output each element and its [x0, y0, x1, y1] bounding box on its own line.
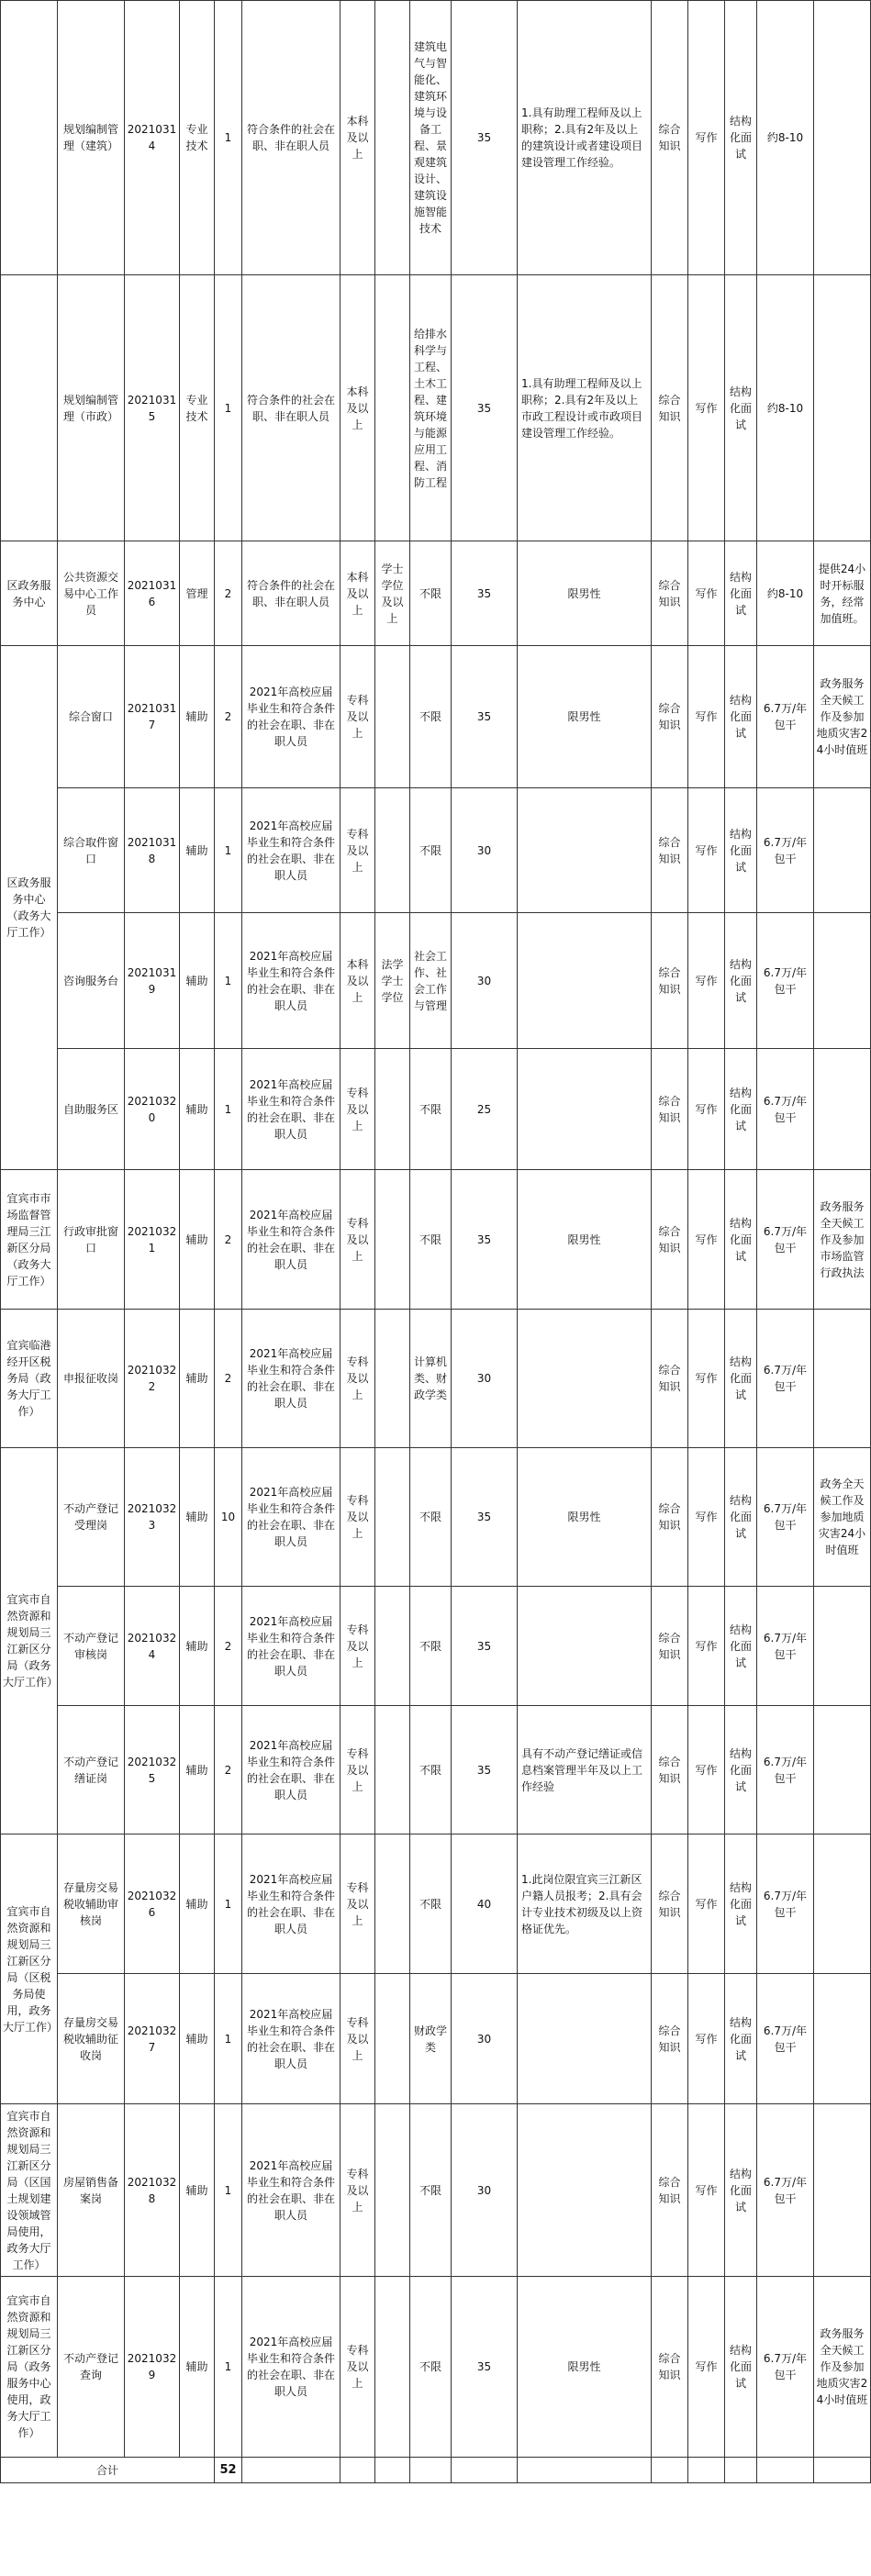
other-conditions [518, 1587, 652, 1706]
major: 不限 [410, 1587, 452, 1706]
written-exam-subject: 综合知识 [652, 1587, 688, 1706]
degree [375, 1834, 410, 1974]
remarks: 政务服务全天候工作及参加地质灾害24小时值班 [814, 646, 871, 788]
target-applicants: 2021年高校应届毕业生和符合条件的社会在职、非在职人员 [242, 646, 341, 788]
degree: 法学学士学位 [375, 913, 410, 1049]
degree [375, 1706, 410, 1834]
major: 不限 [410, 1049, 452, 1170]
major: 给排水科学与工程、土木工程、建筑环境与能源应用工程、消防工程 [410, 275, 452, 541]
position-category: 辅助 [180, 1974, 215, 2104]
target-applicants: 符合条件的社会在职、非在职人员 [242, 1, 341, 275]
table-row [1, 541, 871, 646]
position-code: 20210328 [125, 2104, 180, 2277]
education: 专科及以上 [341, 1170, 375, 1310]
other-conditions: 1.具有助理工程师及以上职称；2.具有2年及以上的建筑设计或者建设项目建设管理工作经验。 [518, 1, 652, 275]
written-exam-writing: 写作 [688, 646, 725, 788]
education: 专科及以上 [341, 2277, 375, 2458]
position-category: 辅助 [180, 1706, 215, 1834]
other-conditions: 限男性 [518, 1448, 652, 1587]
remarks [814, 275, 871, 541]
written-exam-subject: 综合知识 [652, 646, 688, 788]
table-row [1, 1049, 871, 1170]
age-limit: 30 [452, 1310, 518, 1448]
position-name: 自助服务区 [58, 1049, 125, 1170]
position-code: 20210323 [125, 1448, 180, 1587]
age-limit: 30 [452, 2104, 518, 2277]
empty-cell [757, 2458, 814, 2483]
dept-cell: 区政务服务中心 [1, 541, 58, 646]
target-applicants: 2021年高校应届毕业生和符合条件的社会在职、非在职人员 [242, 1049, 341, 1170]
target-applicants: 2021年高校应届毕业生和符合条件的社会在职、非在职人员 [242, 913, 341, 1049]
position-category: 管理 [180, 541, 215, 646]
other-conditions: 限男性 [518, 646, 652, 788]
written-exam-writing: 写作 [688, 913, 725, 1049]
interview-type: 结构化面试 [725, 788, 757, 913]
written-exam-subject: 综合知识 [652, 1049, 688, 1170]
table-row [1, 1448, 871, 1587]
empty-cell [814, 2458, 871, 2483]
education: 专科及以上 [341, 2104, 375, 2277]
remarks [814, 1587, 871, 1706]
position-category: 专业技术 [180, 275, 215, 541]
position-name: 存量房交易税收辅助征收岗 [58, 1974, 125, 2104]
written-exam-writing: 写作 [688, 2277, 725, 2458]
other-conditions [518, 1310, 652, 1448]
hire-count: 2 [215, 541, 242, 646]
age-limit: 30 [452, 788, 518, 913]
other-conditions [518, 2104, 652, 2277]
position-category: 专业技术 [180, 1, 215, 275]
position-code: 20210319 [125, 913, 180, 1049]
other-conditions [518, 788, 652, 913]
interview-type: 结构化面试 [725, 646, 757, 788]
position-category: 辅助 [180, 2104, 215, 2277]
degree [375, 788, 410, 913]
other-conditions [518, 1974, 652, 2104]
dept-cell [1, 1, 58, 275]
empty-cell [688, 2458, 725, 2483]
written-exam-subject: 综合知识 [652, 2277, 688, 2458]
position-category: 辅助 [180, 1587, 215, 1706]
target-applicants: 2021年高校应届毕业生和符合条件的社会在职、非在职人员 [242, 1587, 341, 1706]
other-conditions: 具有不动产登记缮证或信息档案管理半年及以上工作经验 [518, 1706, 652, 1834]
position-code: 20210315 [125, 275, 180, 541]
age-limit: 35 [452, 1587, 518, 1706]
other-conditions: 1.此岗位限宜宾三江新区户籍人员报考；2.具有会计专业技术初级及以上资格证优先。 [518, 1834, 652, 1974]
position-code: 20210324 [125, 1587, 180, 1706]
dept-cell: 宜宾市自然资源和规划局三江新区分局（政务服务中心使用，政务大厅工作） [1, 2277, 58, 2458]
salary: 6.7万/年包干 [757, 1049, 814, 1170]
position-category: 辅助 [180, 1049, 215, 1170]
hire-count: 2 [215, 1170, 242, 1310]
education: 专科及以上 [341, 1310, 375, 1448]
degree [375, 2104, 410, 2277]
remarks: 政务服务全天候工作及参加市场监管行政执法 [814, 1170, 871, 1310]
written-exam-subject: 综合知识 [652, 1448, 688, 1587]
remarks [814, 1706, 871, 1834]
position-code: 20210321 [125, 1170, 180, 1310]
hire-count: 1 [215, 1049, 242, 1170]
age-limit: 35 [452, 1170, 518, 1310]
target-applicants: 2021年高校应届毕业生和符合条件的社会在职、非在职人员 [242, 1834, 341, 1974]
age-limit: 35 [452, 1, 518, 275]
age-limit: 35 [452, 2277, 518, 2458]
hire-count: 1 [215, 788, 242, 913]
remarks [814, 1834, 871, 1974]
position-code: 20210326 [125, 1834, 180, 1974]
position-code: 20210318 [125, 788, 180, 913]
other-conditions: 限男性 [518, 541, 652, 646]
major: 不限 [410, 2104, 452, 2277]
position-name: 房屋销售备案岗 [58, 2104, 125, 2277]
written-exam-writing: 写作 [688, 275, 725, 541]
position-code: 20210322 [125, 1310, 180, 1448]
degree [375, 1974, 410, 2104]
major: 不限 [410, 541, 452, 646]
written-exam-subject: 综合知识 [652, 1310, 688, 1448]
written-exam-writing: 写作 [688, 2104, 725, 2277]
target-applicants: 2021年高校应届毕业生和符合条件的社会在职、非在职人员 [242, 1448, 341, 1587]
empty-cell [725, 2458, 757, 2483]
major: 不限 [410, 1170, 452, 1310]
written-exam-writing: 写作 [688, 1974, 725, 2104]
position-name: 不动产登记受理岗 [58, 1448, 125, 1587]
position-category: 辅助 [180, 2277, 215, 2458]
target-applicants: 2021年高校应届毕业生和符合条件的社会在职、非在职人员 [242, 1974, 341, 2104]
written-exam-writing: 写作 [688, 541, 725, 646]
hire-count: 1 [215, 1834, 242, 1974]
empty-cell [242, 2458, 341, 2483]
salary: 6.7万/年包干 [757, 1310, 814, 1448]
degree [375, 1, 410, 275]
empty-cell [410, 2458, 452, 2483]
position-name: 行政审批窗口 [58, 1170, 125, 1310]
interview-type: 结构化面试 [725, 1448, 757, 1587]
hire-count: 2 [215, 1706, 242, 1834]
position-code: 20210327 [125, 1974, 180, 2104]
remarks: 提供24小时开标服务，经常加值班。 [814, 541, 871, 646]
position-category: 辅助 [180, 1448, 215, 1587]
degree [375, 1587, 410, 1706]
target-applicants: 2021年高校应届毕业生和符合条件的社会在职、非在职人员 [242, 1310, 341, 1448]
major: 不限 [410, 1706, 452, 1834]
interview-type: 结构化面试 [725, 1049, 757, 1170]
written-exam-subject: 综合知识 [652, 788, 688, 913]
table-row [1, 1, 871, 275]
position-code: 20210329 [125, 2277, 180, 2458]
interview-type: 结构化面试 [725, 541, 757, 646]
salary: 6.7万/年包干 [757, 1834, 814, 1974]
position-name: 不动产登记缮证岗 [58, 1706, 125, 1834]
dept-cell [1, 275, 58, 541]
written-exam-subject: 综合知识 [652, 1974, 688, 2104]
remarks: 政务全天候工作及参加地质灾害24小时值班 [814, 1448, 871, 1587]
education: 专科及以上 [341, 1448, 375, 1587]
salary: 6.7万/年包干 [757, 2277, 814, 2458]
age-limit: 40 [452, 1834, 518, 1974]
salary: 约8-10 [757, 1, 814, 275]
education: 专科及以上 [341, 1587, 375, 1706]
target-applicants: 2021年高校应届毕业生和符合条件的社会在职、非在职人员 [242, 788, 341, 913]
age-limit: 35 [452, 541, 518, 646]
hire-count: 1 [215, 1974, 242, 2104]
total-label: 合计 [1, 2458, 215, 2483]
target-applicants: 2021年高校应届毕业生和符合条件的社会在职、非在职人员 [242, 2104, 341, 2277]
age-limit: 35 [452, 1448, 518, 1587]
written-exam-writing: 写作 [688, 1448, 725, 1587]
major: 不限 [410, 1834, 452, 1974]
hire-count: 10 [215, 1448, 242, 1587]
position-category: 辅助 [180, 788, 215, 913]
dept-cell: 宜宾市自然资源和规划局三江新区分局（政务大厅工作） [1, 1448, 58, 1834]
major: 不限 [410, 788, 452, 913]
table-row [1, 275, 871, 541]
position-name: 咨询服务台 [58, 913, 125, 1049]
education: 本科及以上 [341, 541, 375, 646]
written-exam-subject: 综合知识 [652, 913, 688, 1049]
written-exam-subject: 综合知识 [652, 1170, 688, 1310]
remarks: 政务服务全天候工作及参加地质灾害24小时值班 [814, 2277, 871, 2458]
age-limit: 30 [452, 913, 518, 1049]
education: 专科及以上 [341, 1834, 375, 1974]
position-name: 申报征收岗 [58, 1310, 125, 1448]
interview-type: 结构化面试 [725, 1706, 757, 1834]
education: 本科及以上 [341, 275, 375, 541]
education: 本科及以上 [341, 913, 375, 1049]
written-exam-subject: 综合知识 [652, 1706, 688, 1834]
age-limit: 25 [452, 1049, 518, 1170]
written-exam-subject: 综合知识 [652, 2104, 688, 2277]
position-name: 公共资源交易中心工作员 [58, 541, 125, 646]
dept-cell: 宜宾市市场监督管理局三江新区分局（政务大厅工作） [1, 1170, 58, 1310]
dept-cell: 宜宾市自然资源和规划局三江新区分局（区国土规划建设领域管局使用，政务大厅工作） [1, 2104, 58, 2277]
table-row [1, 2104, 871, 2277]
hire-count: 1 [215, 913, 242, 1049]
total-row [1, 2458, 871, 2483]
hire-count: 1 [215, 275, 242, 541]
salary: 6.7万/年包干 [757, 2104, 814, 2277]
interview-type: 结构化面试 [725, 1310, 757, 1448]
table-row [1, 1834, 871, 1974]
position-name: 规划编制管理（市政） [58, 275, 125, 541]
age-limit: 35 [452, 1706, 518, 1834]
interview-type: 结构化面试 [725, 1170, 757, 1310]
major: 不限 [410, 1448, 452, 1587]
empty-cell [375, 2458, 410, 2483]
written-exam-writing: 写作 [688, 1, 725, 275]
remarks [814, 1, 871, 275]
remarks [814, 913, 871, 1049]
empty-cell [452, 2458, 518, 2483]
target-applicants: 2021年高校应届毕业生和符合条件的社会在职、非在职人员 [242, 1706, 341, 1834]
position-name: 综合取件窗口 [58, 788, 125, 913]
salary: 6.7万/年包干 [757, 1170, 814, 1310]
written-exam-subject: 综合知识 [652, 1, 688, 275]
written-exam-subject: 综合知识 [652, 275, 688, 541]
other-conditions: 1.具有助理工程师及以上职称；2.具有2年及以上市政工程设计或市政项目建设管理工作经验。 [518, 275, 652, 541]
dept-cell: 宜宾临港经开区税务局（政务大厅工作） [1, 1310, 58, 1448]
position-name: 不动产登记查询 [58, 2277, 125, 2458]
target-applicants: 2021年高校应届毕业生和符合条件的社会在职、非在职人员 [242, 1170, 341, 1310]
written-exam-writing: 写作 [688, 1587, 725, 1706]
major: 建筑电气与智能化、建筑环境与设备工程、景观建筑设计、建筑设施智能技术 [410, 1, 452, 275]
total-count: 52 [215, 2458, 242, 2483]
other-conditions: 限男性 [518, 1170, 652, 1310]
interview-type: 结构化面试 [725, 2104, 757, 2277]
hire-count: 1 [215, 2104, 242, 2277]
written-exam-writing: 写作 [688, 1170, 725, 1310]
salary: 6.7万/年包干 [757, 1974, 814, 2104]
interview-type: 结构化面试 [725, 1, 757, 275]
hire-count: 1 [215, 1, 242, 275]
position-name: 综合窗口 [58, 646, 125, 788]
education: 专科及以上 [341, 788, 375, 913]
written-exam-subject: 综合知识 [652, 541, 688, 646]
salary: 6.7万/年包干 [757, 646, 814, 788]
table-row [1, 1974, 871, 2104]
position-code: 20210320 [125, 1049, 180, 1170]
major: 计算机类、财政学类 [410, 1310, 452, 1448]
interview-type: 结构化面试 [725, 1974, 757, 2104]
degree [375, 1310, 410, 1448]
major: 不限 [410, 646, 452, 788]
written-exam-writing: 写作 [688, 1049, 725, 1170]
degree [375, 275, 410, 541]
salary: 6.7万/年包干 [757, 1706, 814, 1834]
position-code: 20210314 [125, 1, 180, 275]
salary: 6.7万/年包干 [757, 788, 814, 913]
remarks [814, 1974, 871, 2104]
major: 社会工作、社会工作与管理 [410, 913, 452, 1049]
position-code: 20210317 [125, 646, 180, 788]
degree: 学士学位及以上 [375, 541, 410, 646]
degree [375, 1049, 410, 1170]
position-category: 辅助 [180, 1170, 215, 1310]
salary: 6.7万/年包干 [757, 913, 814, 1049]
table-row [1, 1310, 871, 1448]
hire-count: 2 [215, 1310, 242, 1448]
table-row [1, 1706, 871, 1834]
remarks [814, 1310, 871, 1448]
written-exam-writing: 写作 [688, 1310, 725, 1448]
empty-cell [341, 2458, 375, 2483]
salary: 6.7万/年包干 [757, 1587, 814, 1706]
table-row [1, 788, 871, 913]
interview-type: 结构化面试 [725, 2277, 757, 2458]
position-name: 不动产登记审核岗 [58, 1587, 125, 1706]
other-conditions: 限男性 [518, 2277, 652, 2458]
salary: 约8-10 [757, 275, 814, 541]
degree [375, 1170, 410, 1310]
interview-type: 结构化面试 [725, 1834, 757, 1974]
position-name: 规划编制管理（建筑） [58, 1, 125, 275]
table-row [1, 646, 871, 788]
target-applicants: 符合条件的社会在职、非在职人员 [242, 275, 341, 541]
salary: 6.7万/年包干 [757, 1448, 814, 1587]
education: 专科及以上 [341, 1706, 375, 1834]
major: 不限 [410, 2277, 452, 2458]
empty-cell [518, 2458, 652, 2483]
other-conditions [518, 913, 652, 1049]
other-conditions [518, 1049, 652, 1170]
degree [375, 1448, 410, 1587]
written-exam-writing: 写作 [688, 788, 725, 913]
age-limit: 30 [452, 1974, 518, 2104]
target-applicants: 符合条件的社会在职、非在职人员 [242, 541, 341, 646]
position-category: 辅助 [180, 1310, 215, 1448]
target-applicants: 2021年高校应届毕业生和符合条件的社会在职、非在职人员 [242, 2277, 341, 2458]
hire-count: 2 [215, 1587, 242, 1706]
position-category: 辅助 [180, 1834, 215, 1974]
degree [375, 2277, 410, 2458]
position-name: 存量房交易税收辅助审核岗 [58, 1834, 125, 1974]
table-row [1, 1587, 871, 1706]
interview-type: 结构化面试 [725, 1587, 757, 1706]
table-row [1, 2277, 871, 2458]
empty-cell [652, 2458, 688, 2483]
table-row [1, 913, 871, 1049]
remarks [814, 788, 871, 913]
age-limit: 35 [452, 275, 518, 541]
education: 专科及以上 [341, 1974, 375, 2104]
interview-type: 结构化面试 [725, 275, 757, 541]
dept-cell: 宜宾市自然资源和规划局三江新区分局（区税务局使用，政务大厅工作） [1, 1834, 58, 2104]
written-exam-writing: 写作 [688, 1834, 725, 1974]
education: 专科及以上 [341, 1049, 375, 1170]
remarks [814, 2104, 871, 2277]
education: 本科及以上 [341, 1, 375, 275]
hire-count: 1 [215, 2277, 242, 2458]
remarks [814, 1049, 871, 1170]
education: 专科及以上 [341, 646, 375, 788]
table-row [1, 1170, 871, 1310]
position-code: 20210316 [125, 541, 180, 646]
age-limit: 35 [452, 646, 518, 788]
position-code: 20210325 [125, 1706, 180, 1834]
written-exam-subject: 综合知识 [652, 1834, 688, 1974]
written-exam-writing: 写作 [688, 1706, 725, 1834]
position-category: 辅助 [180, 913, 215, 1049]
interview-type: 结构化面试 [725, 913, 757, 1049]
salary: 约8-10 [757, 541, 814, 646]
major: 财政学类 [410, 1974, 452, 2104]
position-category: 辅助 [180, 646, 215, 788]
dept-cell: 区政务服务中心（政务大厅工作） [1, 646, 58, 1170]
degree [375, 646, 410, 788]
hire-count: 2 [215, 646, 242, 788]
